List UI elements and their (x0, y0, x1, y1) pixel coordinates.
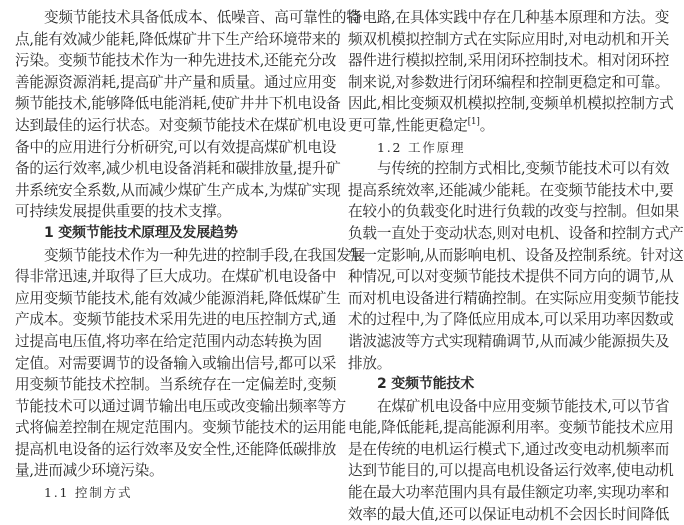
paragraph-line: 得非常迅速,并取得了巨大成功。在煤矿机电设备中 (15, 268, 337, 286)
paragraph-line: 可持续发展提供重要的技术支撑。 (15, 203, 231, 221)
paragraph-line: 善能源资源消耗,提高矿井产量和质量。通过应用变 (15, 73, 337, 91)
paragraph-line: 井系统安全系数,从而减少煤矿生产成本,为煤矿实现 (15, 181, 341, 199)
paragraph-line: 备电路,在具体实践中存在几种基本原理和方法。变 (348, 9, 670, 26)
paragraph-line: 因此,相比变频双机模拟控制,变频单机模拟控制方式 (348, 95, 674, 113)
section-heading: 1 变频节能技术原理及发展趋势 (44, 224, 238, 241)
section-heading: 2 变频节能技术 (377, 376, 475, 393)
paragraph-line: 用变频节能技术控制。当系统存在一定偏差时,变频 (15, 376, 337, 394)
paragraph-line: 负载一直处于变动状态,则对电机、设备和控制方式产 (348, 224, 684, 242)
paragraph-line: 能在最大功率范围内具有最佳额定功率,实现功率和 (348, 484, 670, 502)
paragraph-line: 备的运行效率,减少机电设备消耗和碳排放量,提升矿 (15, 160, 341, 178)
paragraph-line-with-citation (348, 115, 666, 137)
paragraph-line: 产成本。变频节能技术采用先进的电压控制方式,通 (15, 311, 337, 329)
paragraph-line: 在较小的负载变化时进行负载的改变与控制。但如果 (348, 203, 680, 221)
paragraph-line: 式将偏差控制在规定范围内。变频节能技术的运用能 (15, 419, 347, 437)
paragraph-line: 节能技术可以通过调节输出电压或改变输出频率等方 (15, 397, 347, 415)
paragraph-line: 效率的最大值,还可以保证电动机不会因长时间降低 (348, 505, 670, 523)
left-column (15, 7, 366, 504)
paragraph-line: 术的过程中,为了降低应用成本,可以采用功率因数或 (348, 311, 674, 329)
paragraph-line: 频双机模拟控制方式在实际应用时,对电动机和开关 (348, 30, 670, 48)
paragraph-line: 达到节能目的,可以提高电机设备运行效率,使电动机 (348, 462, 674, 480)
paragraph-line: 定值。对需要调节的设备输入或输出信号,都可以采 (15, 354, 337, 372)
paragraph-line: 生一定影响,从而影响电机、设备及控制系统。针对这 (348, 246, 684, 264)
paragraph-line: 变频节能技术具备低成本、低噪音、高可靠性的特 (44, 9, 361, 26)
paragraph-line: 是在传统的电机运行模式下,通过改变电动机频率而 (348, 440, 670, 458)
right-column (348, 7, 684, 525)
paragraph-line: 提高系统效率,还能减少能耗。在变频节能技术中,要 (348, 181, 674, 199)
paragraph-punctuation: 。 (479, 116, 495, 134)
paragraph-line: 制来说,对参数进行闭环编程和控制更稳定和可靠。 (348, 73, 670, 91)
paragraph-line: 排放。 (348, 354, 392, 372)
paragraph-line: 而对机电设备进行精确控制。在实际应用变频节能技 (348, 289, 680, 307)
citation-marker: [1] (467, 117, 480, 128)
paragraph-line: 在煤矿机电设备中应用变频节能技术,可以节省 (377, 397, 670, 415)
paragraph-line: 电能,降低能耗,提高能源利用率。变频节能技术应用 (348, 419, 674, 437)
paragraph-line: 备中的应用进行分析研究,可以有效提高煤矿机电设 (15, 138, 337, 156)
paragraph-line: 达到最佳的运行状态。对变频节能技术在煤矿机电设 (15, 116, 347, 134)
paragraph-line: 过提高电压值,将功率在给定范围内动态转换为固 (15, 332, 322, 350)
paragraph-line: 与传统的控制方式相比,变频节能技术可以有效 (377, 160, 670, 178)
paragraph-line: 应用变频节能技术,能有效减少能源消耗,降低煤矿生 (15, 289, 341, 307)
paragraph-line: 污染。变频节能技术作为一种先进技术,还能充分改 (15, 52, 337, 70)
paragraph-line: 量,进而减少环境污染。 (15, 462, 164, 480)
paragraph-text: 更可靠,性能更稳定 (348, 116, 468, 134)
paragraph-line: 器件进行模拟控制,采用闭环控制技术。相对闭环控 (348, 52, 670, 70)
paragraph-line: 变频节能技术作为一种先进的控制手段,在我国发展 (44, 246, 366, 264)
paragraph-line: 频节能技术,能够降低电能消耗,使矿井井下机电设备 (15, 95, 341, 113)
paragraph-line: 谐波滤波等方式实现精确调节,从而减少能源损失及 (348, 332, 670, 350)
subsection-heading: 1.2 工作原理 (377, 139, 466, 155)
paragraph-line: 点,能有效减少能耗,降低煤矿井下生产给环境带来的 (15, 30, 341, 48)
paragraph-line: 种情况,可以对变频节能技术提供不同方向的调节,从 (348, 268, 674, 286)
paragraph-line: 提高机电设备的运行效率及安全性,还能降低碳排放 (15, 440, 337, 458)
subsection-heading: 1.1 控制方式 (44, 485, 133, 501)
